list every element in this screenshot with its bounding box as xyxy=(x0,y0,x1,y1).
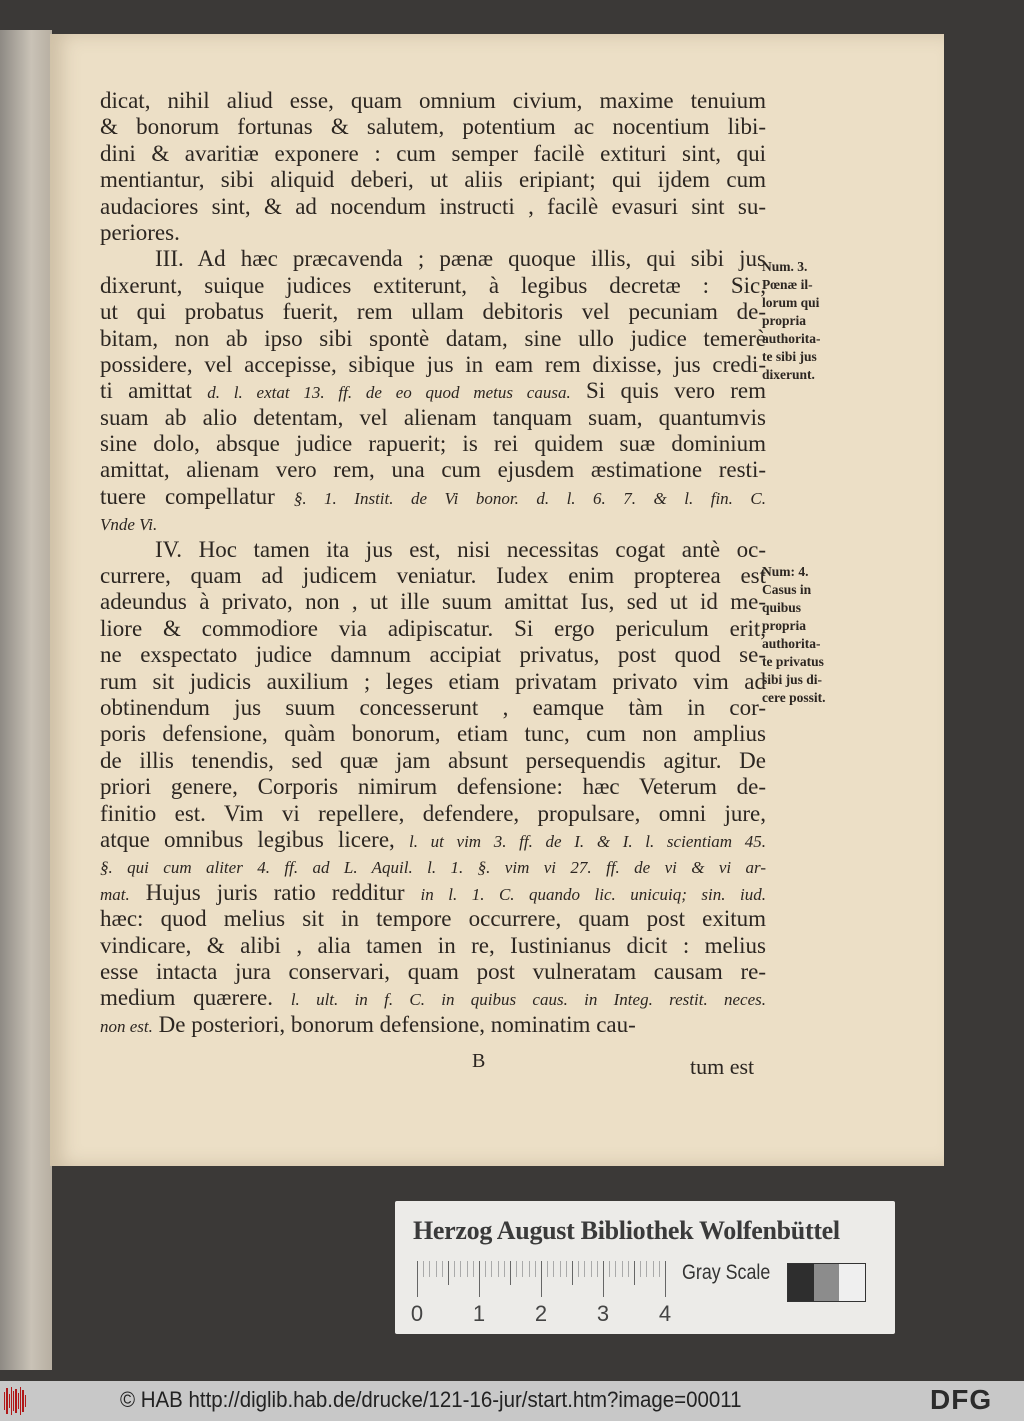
ruler-tick xyxy=(628,1261,629,1277)
text-line xyxy=(100,246,766,272)
text-segment: esse intacta jura conservari, quam post vulneratam causam re- xyxy=(100,958,766,984)
ruler-tick xyxy=(634,1261,635,1285)
ruler-tick xyxy=(578,1261,579,1277)
ruler-tick xyxy=(436,1261,437,1277)
text-line xyxy=(100,959,766,985)
text-line xyxy=(100,563,766,589)
ruler-tick xyxy=(429,1261,430,1277)
citation: §. qui cum aliter 4. ff. ad L. Aquil. l. 1. §. vim vi 27. ff. de vi & vi ar- xyxy=(100,858,766,878)
text-segment: de illis tenendis, sed quæ jam absunt persequendis agitur. De xyxy=(100,747,766,773)
text-line xyxy=(100,774,766,800)
citation: d. l. extat 13. ff. de eo quod metus causa. xyxy=(207,383,571,403)
text-line xyxy=(100,1012,766,1038)
ruler-tick xyxy=(417,1261,418,1297)
text-segment: currere, quam ad judicem veniatur. Iudex enim propterea est xyxy=(100,563,766,589)
copyright-url[interactable]: © HAB http://diglib.hab.de/drucke/121-16-jur/start.htm?image=00011 xyxy=(120,1387,742,1412)
ruler-tick xyxy=(467,1261,468,1277)
text-segment: hæc: quod melius sit in tempore occurrere, quam post exitum xyxy=(100,906,766,932)
margin-note-line: cere possit. xyxy=(762,690,826,705)
margin-note-num-4 xyxy=(762,563,854,707)
ruler-number: 2 xyxy=(534,1301,548,1326)
dfg-logo: DFG xyxy=(930,1384,993,1415)
ruler-tick xyxy=(529,1261,530,1277)
ruler-tick xyxy=(640,1261,641,1277)
library-name: Herzog August Bibliothek Wolfenbüttel xyxy=(413,1216,840,1245)
text-segment: liore & commodiore via adipiscatur. Si ergo periculum erit, xyxy=(100,615,766,641)
ruler-tick xyxy=(473,1261,474,1277)
gray-scale-swatches xyxy=(787,1263,866,1302)
gray-swatch xyxy=(788,1264,814,1301)
text-line xyxy=(100,194,766,220)
text-segment: amittat, alienam vero rem, una cum ejusdem æstimatione resti- xyxy=(100,457,766,483)
ruler-tick xyxy=(560,1261,561,1277)
text-line xyxy=(100,141,766,167)
text-line xyxy=(100,457,766,483)
margin-note-line: te sibi jus xyxy=(762,349,817,364)
margin-note-line: authorita- xyxy=(762,636,821,651)
ruler-tick xyxy=(591,1261,592,1277)
text-segment: sine dolo, absque judice rapuerit; is rei quidem suæ dominium xyxy=(100,431,766,457)
text-line xyxy=(100,537,766,563)
ruler-tick xyxy=(479,1261,480,1297)
text-line xyxy=(100,273,766,299)
text-line xyxy=(100,880,766,906)
text-line xyxy=(100,88,766,114)
ruler-tick xyxy=(653,1261,654,1277)
text-line xyxy=(100,827,766,853)
ruler-tick xyxy=(584,1261,585,1277)
text-line xyxy=(100,642,766,668)
text-line xyxy=(100,299,766,325)
ruler-tick xyxy=(460,1261,461,1277)
ruler-tick xyxy=(547,1261,548,1277)
text-line xyxy=(100,589,766,615)
text-segment: dicat, nihil aliud esse, quam omnium civium, maxime tenuium xyxy=(100,88,766,113)
text-segment: De posteriori, bonorum defensione, nominatim cau- xyxy=(152,1011,636,1037)
margin-note-line: Num. 3. xyxy=(762,259,808,274)
text-segment: & bonorum fortunas & salutem, potentium ac nocentium libi- xyxy=(100,114,766,140)
ruler-tick xyxy=(622,1261,623,1277)
margin-note-line: propria xyxy=(762,313,807,328)
ruler-tick xyxy=(535,1261,536,1277)
text-segment: mentiantur, sibi aliquid deberi, ut aliis eripiant; qui ijdem cum xyxy=(100,167,766,193)
text-segment: ne exspectato judice damnum accipiat privatus, post quod se- xyxy=(100,642,766,668)
text-segment: possidere, vel accepisse, sibique jus in eam rem dixisse, jus credi- xyxy=(100,351,766,377)
ruler-tick xyxy=(504,1261,505,1277)
text-line xyxy=(100,510,766,536)
text-segment: Si quis vero rem xyxy=(570,378,767,404)
text-segment: IV. Hoc tamen ita jus est, nisi necessitas cogat antè oc- xyxy=(155,536,766,562)
previous-page-edge xyxy=(0,30,52,1370)
ruler-tick xyxy=(572,1261,573,1285)
text-line xyxy=(100,906,766,932)
citation: l. ult. in f. C. in quibus caus. in Integ. restit. neces. xyxy=(290,990,766,1010)
text-segment: tuere compellatur xyxy=(100,483,294,509)
ruler-tick xyxy=(423,1261,424,1277)
text-segment: ti amittat xyxy=(100,378,208,404)
ruler-tick xyxy=(541,1261,542,1297)
text-segment: suam ab alio detentam, vel alienam tanquam suam, quantumvis xyxy=(100,404,766,430)
margin-note-line: quibus xyxy=(762,600,802,615)
ruler-tick xyxy=(553,1261,554,1277)
citation: non est. xyxy=(100,1016,153,1036)
text-line xyxy=(100,326,766,352)
text-segment: obtinendum jus suum concesserunt , eamque tàm in cor- xyxy=(100,694,766,720)
citation: mat. xyxy=(100,884,130,904)
text-segment: dixerunt, suique judices extiterunt, à legibus decretæ : Sic, xyxy=(100,272,766,298)
margin-note-line: sibi jus di- xyxy=(762,672,823,687)
ruler-tick xyxy=(498,1261,499,1277)
margin-note-line: propria xyxy=(762,618,807,633)
text-line xyxy=(100,405,766,431)
ruler-tick xyxy=(646,1261,647,1277)
text-line xyxy=(100,748,766,774)
ruler-tick xyxy=(522,1261,523,1277)
text-line xyxy=(100,721,766,747)
text-line xyxy=(100,933,766,959)
ruler-tick xyxy=(609,1261,610,1277)
gray-scale-label: Gray Scale xyxy=(682,1261,771,1284)
text-line xyxy=(100,220,766,246)
text-line xyxy=(100,378,766,404)
text-segment: medium quærere. xyxy=(100,985,291,1011)
signature-mark: B xyxy=(472,1050,486,1072)
citation: l. ut vim 3. ff. de I. & I. l. scientiam 45. xyxy=(408,831,767,851)
ruler-tick xyxy=(491,1261,492,1277)
text-segment: finitio est. Vim vi repellere, defendere, propulsare, omni jure, xyxy=(100,800,766,826)
hab-logo-icon xyxy=(4,1387,26,1415)
text-line xyxy=(100,695,766,721)
text-segment: Hujus juris ratio redditur xyxy=(129,879,421,905)
margin-note-line: Pœnæ il- xyxy=(762,277,813,292)
citation: §. 1. Instit. de Vi bonor. d. l. 6. 7. & l. fin. C. xyxy=(293,488,767,508)
ruler-tick xyxy=(454,1261,455,1277)
margin-note-line: dixerunt. xyxy=(762,367,815,382)
text-segment: poris defensione, quàm bonorum, etiam tunc, cum non amplius xyxy=(100,721,766,747)
text-segment: ut qui probatus fuerit, rem ullam debitoris vel pecuniam de- xyxy=(100,299,766,325)
text-line xyxy=(100,484,766,510)
margin-note-num-3 xyxy=(762,258,854,384)
text-segment: adeundus à privato, non , ut ille suum amittat Ius, sed ut id me- xyxy=(100,589,766,615)
ruler-tick xyxy=(442,1261,443,1277)
margin-note-line: te privatus xyxy=(762,654,824,669)
text-line xyxy=(100,669,766,695)
ruler-tick xyxy=(510,1261,511,1285)
text-line xyxy=(100,114,766,140)
ruler-tick xyxy=(566,1261,567,1277)
text-segment: dini & avaritiæ exponere : cum semper facilè extituri sint, qui xyxy=(100,140,766,166)
margin-note-line: lorum qui xyxy=(762,295,820,310)
text-segment: priori genere, Corporis nimirum defensione: hæc Veterum de- xyxy=(100,774,766,800)
text-segment: audaciores sint, & ad nocendum instructi , facilè evasuri sint su- xyxy=(100,193,766,219)
margin-note-line: Casus in xyxy=(762,582,812,597)
ruler-number: 1 xyxy=(472,1301,486,1326)
ruler-tick xyxy=(615,1261,616,1277)
ruler-tick xyxy=(665,1261,666,1297)
margin-note-line: authorita- xyxy=(762,331,821,346)
gray-swatch xyxy=(839,1264,865,1301)
ruler-tick xyxy=(516,1261,517,1277)
ruler-number: 0 xyxy=(410,1301,424,1326)
text-segment: rum sit judicis auxilium ; leges etiam privatam privato vim ad xyxy=(100,668,766,694)
color-card xyxy=(395,1201,895,1334)
text-line xyxy=(100,985,766,1011)
text-segment: atque omnibus legibus licere, xyxy=(100,826,409,852)
body-text xyxy=(100,88,766,1038)
text-line xyxy=(100,352,766,378)
citation: Vnde Vi. xyxy=(100,515,158,535)
text-segment: III. Ad hæc præcavenda ; pænæ quoque illis, qui sibi jus xyxy=(155,246,766,272)
text-line xyxy=(100,616,766,642)
ruler-tick xyxy=(603,1261,604,1297)
ruler-tick xyxy=(597,1261,598,1277)
text-line xyxy=(100,853,766,879)
catchword: tum est xyxy=(690,1054,755,1079)
text-line xyxy=(100,167,766,193)
margin-note-line: Num: 4. xyxy=(762,564,809,579)
ruler-tick xyxy=(659,1261,660,1277)
citation: in l. 1. C. quando lic. unicuiq; sin. iud. xyxy=(420,884,766,904)
ruler xyxy=(410,1261,672,1326)
ruler-tick xyxy=(448,1261,449,1285)
text-line xyxy=(100,801,766,827)
footer-bar xyxy=(0,1381,1024,1421)
text-line xyxy=(100,431,766,457)
gray-swatch xyxy=(814,1264,840,1301)
ruler-number: 3 xyxy=(596,1301,610,1326)
text-segment: bitam, non ab ipso sibi spontè datam, sine ullo judice temerè xyxy=(100,325,766,351)
text-segment: periores. xyxy=(100,219,180,245)
text-segment: vindicare, & alibi , alia tamen in re, Iustinianus dicit : melius xyxy=(100,932,766,958)
ruler-number: 4 xyxy=(658,1301,672,1326)
ruler-tick xyxy=(485,1261,486,1277)
